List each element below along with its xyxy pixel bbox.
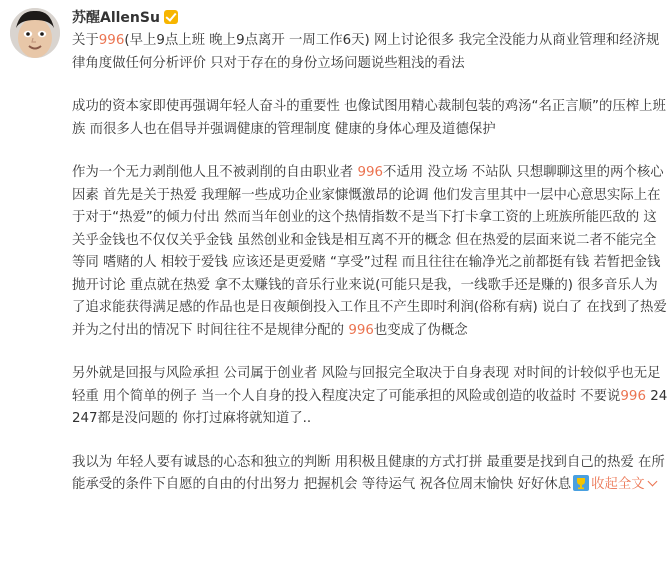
expand-full-text-link[interactable] xyxy=(591,477,656,492)
paragraph-4 xyxy=(72,363,668,431)
text: 我以为 年轻人要有诚恳的心态和独立的判断 用积极且健康的方式打拼 最重要是找到自己的热爱 在所能承受的条件下自愿的自由的付出努力 把握机会 等待运气 祝各位周末愉快 好好休息 xyxy=(72,454,665,492)
text: 不适用 没立场 不站队 只想聊聊这里的两个核心因素 首先是关于热爱 我理解一些成功企业家慷慨激昂的论调 他们发言里其中一层中心意思实际上在于对于“热爱”的倾力付出 然而当年创业的这个热情指数不是当下打卡拿工资的上班族所能匹敌的 这关乎金钱也不仅仅关乎金钱 虽然创业和金钱是相互离不开的概念 但在热爱的层面来说二者不能完全等同 嗜赌的人 相较于爱钱 应该还是更爱赌 “享受”过程 而且往往在输净光之前都挺有钱 若暂把金钱抛开讨论 重点就在热爱 拿不太赚钱的音乐行业来说(可能只是我，一线歌手还是赚的) 很多音乐人为了追求能获得满足感的作品也是日夜颠倒投入工作且不产生即时利润(俗称有病) 说白了 在找到了热爱并为之付出的情况下 时间往往不是规律分配的 xyxy=(72,165,667,338)
text: 也变成了伪概念 xyxy=(373,322,468,338)
text: 作为一个无力剥削他人且不被剥削的自由职业者 xyxy=(72,165,358,180)
text: 关于 xyxy=(72,33,99,48)
text: (早上9点上班 晚上9点离开 一周工作6天) 网上讨论很多 我完全没能力从商业管理和经济规律角度做任何分析评价 只对于存在的身份立场问题说些粗浅的看法 xyxy=(72,33,660,71)
lightbulb-trophy-icon xyxy=(573,475,589,491)
expand-link-text: 收 xyxy=(591,477,605,492)
chevron-down-icon xyxy=(647,477,657,487)
hashtag-996[interactable]: 996 xyxy=(357,165,384,180)
hashtag-996[interactable]: 996 xyxy=(98,33,125,48)
avatar-image xyxy=(10,8,60,58)
hashtag-996[interactable]: 996 xyxy=(620,388,646,404)
avatar[interactable] xyxy=(10,8,60,58)
hashtag-996[interactable]: 996 xyxy=(348,322,374,338)
user-line xyxy=(72,7,178,27)
text: 另外就是回报与风险承担 公司属于创业者 风险与回报完全取决于自身表现 对时间的计较似乎也无足轻重 用个简单的例子 当一个人自身的投入程度决定了可能承担的风险或创造的收益时 不要说 xyxy=(72,366,661,404)
paragraph-3 xyxy=(72,162,668,342)
expand-link-text: 起全文 xyxy=(604,477,645,492)
paragraph-1 xyxy=(72,30,668,75)
paragraph-2: 成功的资本家即使再强调年轻人奋斗的重要性 也像试图用精心裁制包装的鸡汤“名正言顺”的压榨上班族 而很多人也在倡导并强调健康的管理制度 健康的身体心理及道德保护 xyxy=(72,99,666,137)
post-content xyxy=(72,30,668,497)
paragraph-5 xyxy=(72,452,668,497)
text: 24247都是没问题的 你打过麻将就知道了.. xyxy=(72,388,668,426)
username-link[interactable]: 苏醒AllenSu xyxy=(72,10,160,26)
verified-badge-icon xyxy=(164,10,178,24)
